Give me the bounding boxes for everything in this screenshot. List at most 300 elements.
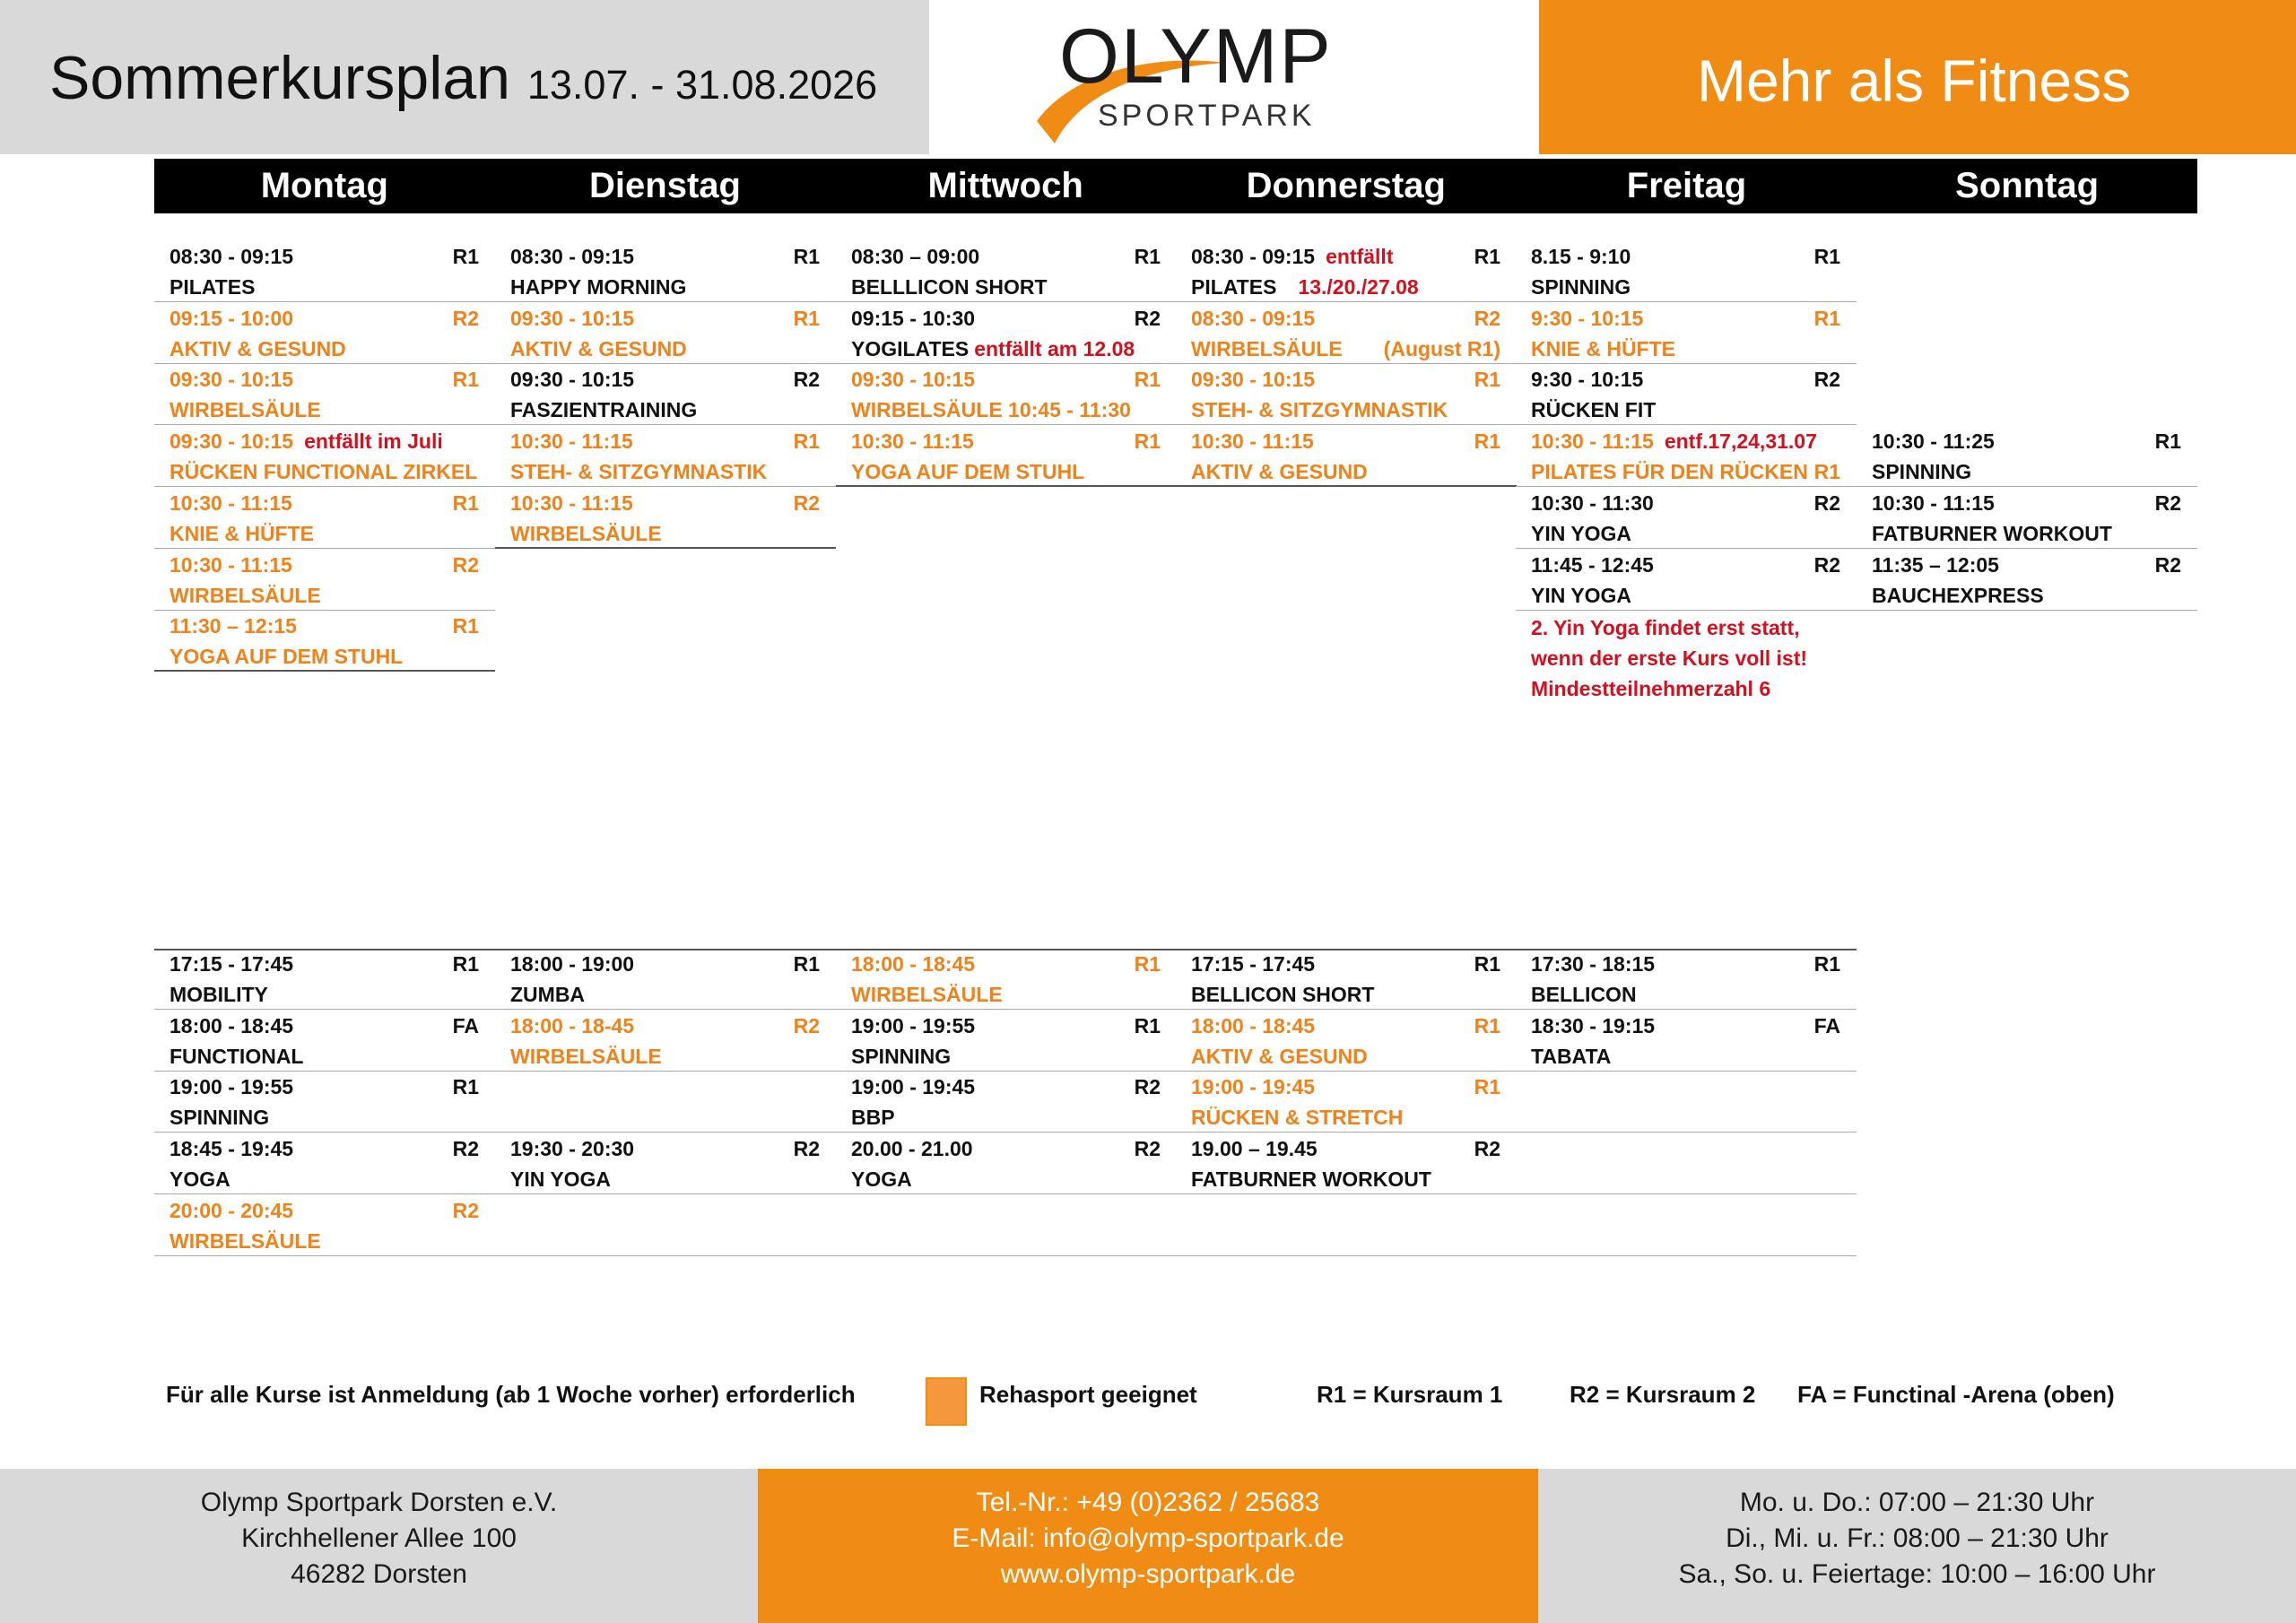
website-link[interactable]: www.olymp-sportpark.de	[1000, 1559, 1296, 1589]
course-room: R2	[1813, 368, 1840, 392]
course-time-row	[510, 949, 820, 979]
course-time-row	[510, 1011, 820, 1041]
course-time-row	[1191, 1011, 1500, 1041]
course-name: BELLLICON SHORT	[851, 275, 1048, 299]
course-name: YOGA	[851, 1167, 912, 1192]
course-cell	[1857, 488, 2197, 549]
course-name: BELLICON SHORT	[1191, 983, 1375, 1006]
course-name-group	[851, 1106, 895, 1129]
course-time-group	[510, 1011, 634, 1041]
course-time: 11:30 – 12:15	[170, 614, 297, 638]
course-time-group	[1191, 364, 1315, 395]
course-cell	[1516, 241, 1857, 302]
course-name: YOGA AUF DEM STUHL	[851, 460, 1085, 484]
course-cell	[495, 303, 836, 364]
course-name-row	[851, 979, 1161, 1010]
phone-number[interactable]: Tel.-Nr.: +49 (0)2362 / 25683	[976, 1488, 1320, 1517]
course-time-group	[170, 550, 292, 580]
course-room: R1	[1134, 368, 1161, 392]
course-name-row	[1531, 979, 1840, 1010]
course-time-group	[170, 364, 293, 395]
course-time-group	[510, 1133, 634, 1164]
email-link[interactable]: E-Mail: info@olymp-sportpark.de	[952, 1523, 1344, 1553]
course-room: R1	[1813, 245, 1840, 268]
course-room: R2	[1134, 1075, 1161, 1099]
course-name: WIRBELSÄULE	[170, 398, 321, 422]
course-time-note: entfällt	[1326, 245, 1394, 268]
course-cell	[1857, 426, 2197, 487]
course-name-group	[1191, 398, 1448, 421]
course-time: 19:00 - 19:45	[851, 1075, 976, 1099]
course-name-note: entfällt am 12.08	[974, 336, 1135, 360]
header-right-panel	[1539, 0, 2296, 154]
course-cell	[1176, 949, 1517, 1010]
course-time-group	[1531, 241, 1631, 272]
note-line: 2. Yin Yoga findet erst statt,	[1531, 616, 1800, 639]
course-time: 19:30 - 20:30	[510, 1137, 635, 1161]
course-name-row	[1531, 580, 1840, 611]
course-name: WIRBELSÄULE	[170, 1228, 321, 1253]
course-time: 18:00 - 18:45	[1191, 1013, 1316, 1037]
course-cell	[1176, 1133, 1517, 1194]
course-name-group	[510, 522, 662, 545]
course-name: KNIE & HÜFTE	[170, 521, 314, 545]
course-name: AKTIV & GESUND	[510, 336, 687, 360]
course-cell	[1516, 426, 1857, 487]
course-time: 19:00 - 19:55	[170, 1075, 294, 1099]
course-time-row	[851, 364, 1161, 395]
course-time: 8.15 - 9:10	[1531, 245, 1631, 268]
course-name-row	[510, 1164, 820, 1194]
footer-opening-hours	[1538, 1469, 2296, 1623]
hours-line: Sa., So. u. Feiertage: 10:00 – 16:00 Uhr	[1678, 1559, 2156, 1589]
course-room: FA	[1813, 1013, 1840, 1037]
course-time: 09:30 - 10:15	[170, 368, 294, 392]
course-time: 10:30 - 11:15	[170, 552, 292, 577]
course-name-row	[1872, 456, 2181, 487]
course-name-group	[170, 645, 403, 668]
course-cell	[836, 1195, 1177, 1256]
course-cell	[154, 364, 495, 425]
course-cell	[1516, 364, 1857, 425]
course-cell	[154, 303, 495, 364]
course-cell	[1516, 1195, 1857, 1256]
course-name-row	[510, 272, 820, 302]
course-name: AKTIV & GESUND	[1191, 460, 1368, 484]
course-name-group	[170, 337, 346, 360]
address-line: Olymp Sportpark Dorsten e.V.	[200, 1488, 558, 1517]
course-name-group	[1872, 460, 1971, 483]
course-name-group	[170, 1106, 269, 1129]
day-dienstag: Dienstag	[589, 166, 741, 205]
course-name-row	[510, 979, 820, 1010]
course-name: WIRBELSÄULE	[510, 1044, 662, 1068]
course-time-row	[1872, 488, 2181, 518]
course-time-row	[851, 949, 1161, 979]
course-room: FA	[452, 1013, 479, 1037]
course-time: 18:00 - 18:45	[851, 952, 976, 976]
course-name-row	[1531, 272, 1840, 302]
course-time-group	[170, 303, 293, 334]
course-room: R1	[452, 952, 479, 976]
course-name-row	[1191, 979, 1500, 1010]
course-cell	[495, 949, 836, 1010]
course-name-note: 13./20./27.08	[1298, 275, 1419, 299]
course-name-group	[1191, 1167, 1431, 1191]
course-name-group	[170, 398, 321, 421]
course-name: SPINNING	[1531, 275, 1631, 299]
course-time: 10:30 - 11:30	[1531, 490, 1654, 515]
course-time-row	[510, 488, 820, 518]
day-sonntag: Sonntag	[1955, 166, 2100, 205]
course-time-row	[851, 1011, 1161, 1041]
course-name-group	[170, 1167, 230, 1191]
course-name-group	[1191, 460, 1368, 483]
course-time-group	[1531, 364, 1643, 395]
course-time-group	[1191, 241, 1393, 272]
rehasport-legend: Rehasport geeignet	[979, 1381, 1197, 1408]
course-name-row	[170, 1226, 479, 1256]
course-name-row	[170, 272, 479, 302]
course-name: STEH- & SITZGYMNASTIK	[510, 460, 768, 484]
course-name-row	[1872, 580, 2181, 611]
course-room: R1	[1813, 306, 1840, 330]
day-mittwoch: Mittwoch	[927, 166, 1083, 205]
course-room: R1	[793, 952, 820, 976]
course-name-group	[1531, 983, 1637, 1006]
course-time-row	[170, 364, 479, 395]
course-time-row	[170, 1195, 479, 1226]
course-name-group	[1872, 522, 2112, 545]
course-room: R1	[1474, 430, 1500, 454]
course-cell	[495, 488, 836, 549]
course-cell	[495, 1011, 836, 1072]
course-cell	[836, 426, 1177, 487]
course-time: 11:45 - 12:45	[1531, 552, 1654, 577]
course-name-row	[851, 1041, 1161, 1072]
course-time-group	[851, 364, 975, 395]
course-room: R2	[1813, 490, 1840, 515]
course-room: R2	[793, 368, 820, 392]
course-name-group	[1531, 337, 1675, 360]
course-time-group	[851, 426, 974, 456]
course-room: R1	[1474, 952, 1500, 976]
course-time: 08:30 – 09:00	[851, 245, 980, 268]
course-time: 09:30 - 10:15	[1191, 368, 1316, 392]
course-name-group	[1531, 522, 1631, 545]
room-legend-r1: R1 = Kursraum 1	[1317, 1381, 1503, 1408]
course-cell	[154, 241, 495, 302]
day-montag: Montag	[260, 166, 388, 205]
course-name-group	[851, 983, 1003, 1006]
course-name-row	[1531, 456, 1840, 487]
course-name: RÜCKEN & STRETCH	[1191, 1106, 1404, 1130]
course-cell	[836, 364, 1177, 425]
course-time-group	[1531, 1011, 1655, 1041]
course-name-group	[851, 460, 1084, 483]
course-room: R2	[793, 490, 820, 515]
course-name-row	[510, 334, 820, 364]
course-name-group	[1531, 275, 1631, 299]
course-name-row	[1531, 334, 1840, 364]
course-time-group	[851, 1011, 975, 1041]
course-room: R1	[452, 490, 479, 515]
course-time-group	[851, 949, 975, 979]
registration-notice: Für alle Kurse ist Anmeldung (ab 1 Woche vorher) erforderlich	[166, 1381, 856, 1408]
course-cell	[836, 1133, 1177, 1194]
course-name-group	[170, 522, 314, 545]
course-name: AKTIV & GESUND	[170, 336, 346, 360]
course-name: SPINNING	[170, 1106, 270, 1130]
course-name-group	[1191, 1106, 1403, 1129]
course-name-group	[510, 275, 686, 299]
course-cell	[1176, 1195, 1517, 1256]
course-time-group	[170, 488, 292, 518]
course-name-row	[1191, 272, 1500, 302]
course-room: R1	[452, 368, 479, 392]
course-name-row	[1531, 518, 1840, 549]
course-time-group	[170, 241, 293, 272]
course-time-group	[510, 303, 634, 334]
course-time-group	[851, 1133, 973, 1164]
course-name: FASZIENTRAINING	[510, 398, 698, 422]
course-name: BAUCHEXPRESS	[1872, 583, 2044, 607]
course-time: 9:30 - 10:15	[1531, 306, 1644, 330]
course-name-row	[170, 1041, 479, 1072]
course-name: WIRBELSÄULE	[170, 583, 321, 607]
course-name-group	[851, 1167, 912, 1191]
day-donnerstag: Donnerstag	[1246, 166, 1446, 205]
course-name-group	[510, 460, 767, 483]
course-cell	[154, 426, 495, 487]
course-room: R2	[2154, 490, 2181, 515]
course-room: R1	[1474, 245, 1500, 268]
course-time-group	[1531, 949, 1655, 979]
course-time: 10:30 - 11:15	[510, 490, 633, 515]
course-time-row	[1531, 241, 1840, 272]
course-name-row	[1872, 518, 2181, 549]
course-name-extra: (August R1)	[1383, 336, 1500, 360]
course-time-group	[1531, 303, 1643, 334]
course-time: 09:30 - 10:15	[851, 368, 976, 392]
course-room: R1	[1474, 1013, 1500, 1037]
course-name: BBP	[851, 1106, 895, 1130]
course-cell	[1176, 1011, 1517, 1072]
course-name-group	[851, 398, 1131, 421]
course-time-group	[1191, 1133, 1318, 1164]
course-cell	[1176, 426, 1517, 487]
course-name: PILATES	[1191, 275, 1277, 299]
course-name-group	[510, 983, 585, 1006]
course-room: R1	[1134, 245, 1161, 268]
course-name-row	[1531, 395, 1840, 425]
course-time-row	[510, 303, 820, 334]
course-room: R1	[2154, 430, 2181, 454]
course-cell	[154, 1133, 495, 1194]
course-cell	[495, 364, 836, 425]
course-room: R1	[1134, 1013, 1161, 1037]
course-name-group	[170, 1045, 303, 1068]
course-time: 09:30 - 10:15	[170, 430, 294, 454]
course-name-group	[1872, 584, 2044, 607]
course-cell	[154, 550, 495, 611]
course-time-row	[170, 611, 479, 641]
course-name-row	[1191, 395, 1500, 425]
course-room: R2	[452, 552, 479, 577]
footer-address	[0, 1469, 758, 1623]
course-cell	[1176, 364, 1517, 425]
course-name-row	[1191, 334, 1500, 364]
course-name-group	[851, 275, 1048, 299]
course-name-row	[510, 456, 820, 487]
course-name: FUNCTIONAL	[170, 1044, 304, 1068]
course-time-row	[170, 949, 479, 979]
course-name: STEH- & SITZGYMNASTIK	[1191, 398, 1448, 422]
course-time: 18:00 - 18-45	[510, 1013, 635, 1037]
course-name-row	[851, 1164, 1161, 1194]
course-time-group	[1531, 550, 1654, 580]
note-line: wenn der erste Kurs voll ist!	[1531, 647, 1808, 670]
address-line: 46282 Dorsten	[291, 1559, 467, 1589]
course-time: 10:30 - 11:15	[851, 430, 974, 454]
course-time-group	[1191, 949, 1315, 979]
course-room: R2	[1134, 306, 1161, 330]
course-cell	[1516, 1072, 1857, 1133]
course-time: 10:30 - 11:15	[1872, 490, 1995, 515]
course-cell	[495, 241, 836, 302]
course-name-row	[170, 979, 479, 1010]
course-name: WIRBELSÄULE 10:45 - 11:30	[851, 398, 1131, 422]
course-cell	[836, 241, 1177, 302]
course-cell	[1857, 550, 2197, 611]
course-room: R1	[452, 614, 479, 638]
course-time-row	[851, 426, 1161, 456]
course-name: ZUMBA	[510, 983, 586, 1006]
course-name: SPINNING	[851, 1044, 952, 1068]
course-time-row	[1191, 364, 1500, 395]
page-title	[49, 43, 877, 113]
course-time: 09:30 - 10:15	[510, 368, 635, 392]
course-time-row	[170, 241, 479, 272]
course-name-group	[851, 1045, 951, 1068]
course-room: R2	[452, 306, 479, 330]
course-cell	[836, 303, 1177, 364]
course-time-group	[170, 1011, 293, 1041]
course-time-row	[170, 303, 479, 334]
course-time: 19:00 - 19:45	[1191, 1075, 1316, 1099]
course-time-group	[510, 364, 634, 395]
course-time: 09:15 - 10:30	[851, 306, 976, 330]
course-name-group	[1191, 334, 1343, 364]
course-time-row	[851, 241, 1161, 272]
course-time-row	[1191, 241, 1500, 272]
course-name: BELLICON	[1531, 983, 1637, 1006]
course-cell	[1516, 303, 1857, 364]
course-cell	[154, 949, 495, 1010]
course-time: 20:00 - 20:45	[170, 1198, 294, 1222]
course-time-row	[1531, 550, 1840, 580]
course-cell	[154, 1195, 495, 1256]
course-room: R2	[452, 1198, 479, 1222]
course-name: RÜCKEN FIT	[1531, 398, 1657, 422]
course-cell	[836, 949, 1177, 1010]
course-cell	[1516, 1011, 1857, 1072]
course-name-group	[170, 1229, 321, 1253]
course-time-group	[1191, 1011, 1315, 1041]
course-name-group	[510, 1045, 662, 1068]
course-time-group	[1872, 488, 1995, 518]
rehasport-color-swatch	[926, 1377, 967, 1426]
course-time-group	[851, 303, 975, 334]
course-room: R1	[793, 245, 820, 268]
course-name: YIN YOGA	[510, 1167, 612, 1192]
course-room: R2	[1474, 306, 1500, 330]
course-name: AKTIV & GESUND	[1191, 1044, 1368, 1068]
course-time: 09:30 - 10:15	[510, 306, 635, 330]
course-cell	[1516, 488, 1857, 549]
course-time-group	[851, 241, 979, 272]
course-time: 10:30 - 11:15	[1191, 430, 1314, 454]
course-name-group	[1191, 1045, 1368, 1068]
course-time: 19:00 - 19:55	[851, 1013, 976, 1037]
course-cell	[1516, 550, 1857, 611]
course-cell	[495, 426, 836, 487]
course-time: 10:30 - 11:25	[1872, 430, 1995, 454]
hours-line: Mo. u. Do.: 07:00 – 21:30 Uhr	[1739, 1488, 2095, 1517]
course-name-group	[1531, 584, 1631, 607]
course-time: 17:30 - 18:15	[1531, 952, 1656, 976]
course-cell	[1176, 303, 1517, 364]
course-time-row	[1531, 426, 1840, 456]
course-time-group	[510, 488, 633, 518]
course-name-row	[851, 334, 1161, 364]
course-name: YOGA	[170, 1167, 230, 1192]
address-line: Kirchhellener Allee 100	[241, 1523, 517, 1553]
course-room: R2	[1134, 1137, 1161, 1161]
course-time-group	[170, 949, 293, 979]
course-time: 9:30 - 10:15	[1531, 368, 1644, 392]
course-name-row	[510, 395, 820, 425]
course-time: 18:45 - 19:45	[170, 1137, 294, 1161]
date-range: 13.07. - 31.08.2026	[526, 62, 878, 108]
course-time: 18:00 - 19:00	[510, 952, 635, 976]
course-cell	[836, 1072, 1177, 1133]
course-room: R2	[793, 1013, 820, 1037]
course-cell	[1176, 241, 1517, 302]
course-time-row	[1531, 364, 1840, 395]
course-time-row	[1191, 426, 1500, 456]
logo-wordmark: OLYMP	[1059, 13, 1333, 100]
course-time-row	[1531, 1011, 1840, 1041]
course-name: FATBURNER WORKOUT	[1872, 521, 2112, 545]
course-time: 17:15 - 17:45	[170, 952, 294, 976]
course-time-row	[1531, 303, 1840, 334]
course-name-row	[1191, 456, 1500, 487]
course-name-group	[1191, 275, 1419, 299]
course-time: 17:15 - 17:45	[1191, 952, 1316, 976]
course-time: 09:15 - 10:00	[170, 306, 294, 330]
course-name-group	[170, 584, 321, 607]
course-time-row	[510, 426, 820, 456]
course-room: R2	[793, 1137, 820, 1161]
course-name-group	[851, 337, 1135, 360]
course-room: R2	[452, 1137, 479, 1161]
course-name: YOGILATES	[851, 336, 970, 360]
course-name-group	[1531, 398, 1656, 421]
course-time: 19.00 – 19.45	[1191, 1137, 1318, 1161]
course-time: 08:30 - 09:15	[1191, 245, 1316, 268]
course-time: 08:30 - 09:15	[510, 245, 635, 268]
